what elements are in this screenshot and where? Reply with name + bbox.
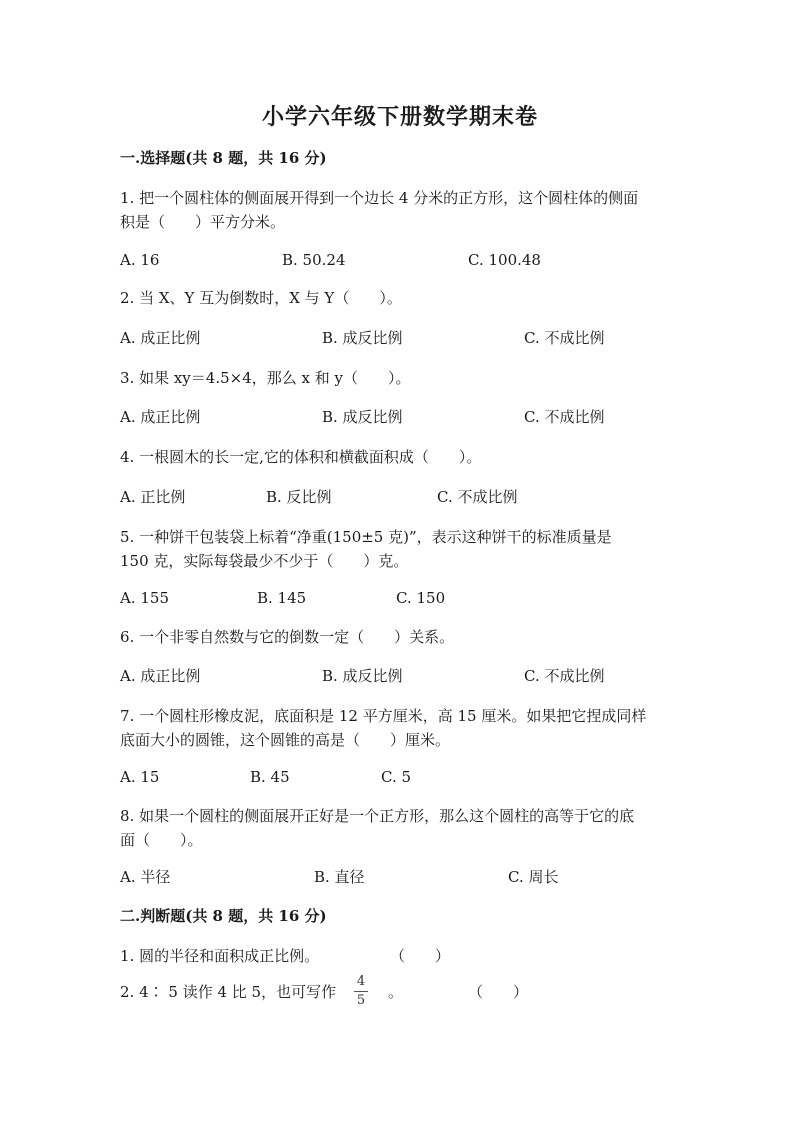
option-a: A. 半径 (120, 868, 171, 886)
fraction (354, 975, 368, 1008)
option-a: A. 155 (120, 589, 169, 607)
option-c: C. 不成比例 (524, 667, 605, 685)
section-heading-judge: 二.判断题(共 8 题，共 16 分) (120, 907, 327, 925)
option-c: C. 不成比例 (437, 488, 518, 506)
option-b: B. 反比例 (266, 488, 332, 506)
option-c: C. 不成比例 (524, 408, 605, 426)
judge-question-text: 1. 圆的半径和面积成正比例。 (120, 947, 320, 965)
section-heading-choice: 一.选择题(共 8 题，共 16 分) (120, 149, 327, 167)
question-text: 6. 一个非零自然数与它的倒数一定（ ）关系。 (120, 628, 455, 646)
option-a: A. 成正比例 (120, 667, 201, 685)
question-text: 150 克，实际每袋最少不少于（ ）克。 (120, 552, 409, 570)
answer-parentheses: （ ） (468, 983, 529, 1001)
option-c: C. 不成比例 (524, 329, 605, 347)
question-text: 积是（ ）平方分米。 (120, 213, 286, 231)
judge-question-punct: 。 (388, 983, 404, 1001)
option-a: A. 成正比例 (120, 408, 201, 426)
option-a: A. 15 (120, 768, 160, 786)
option-a: A. 16 (120, 251, 160, 269)
option-c: C. 周长 (508, 868, 559, 886)
option-b: B. 成反比例 (322, 667, 403, 685)
option-b: B. 50.24 (282, 251, 346, 269)
question-text: 5. 一种饼干包装袋上标着“净重(150±5 克)”，表示这种饼干的标准质量是 (120, 528, 612, 546)
option-b: B. 直径 (314, 868, 365, 886)
question-text: 1. 把一个圆柱体的侧面展开得到一个边长 4 分米的正方形，这个圆柱体的侧面 (120, 189, 639, 207)
question-text: 4. 一根圆木的长一定,它的体积和横截面积成（ ）。 (120, 448, 482, 466)
fraction-numerator: 4 (356, 974, 366, 989)
option-a: A. 成正比例 (120, 329, 201, 347)
question-text: 8. 如果一个圆柱的侧面展开正好是一个正方形，那么这个圆柱的高等于它的底 (120, 807, 635, 825)
option-a: A. 正比例 (120, 488, 186, 506)
judge-question-text: 2. 4∶ 5 读作 4 比 5，也可写作 (120, 983, 337, 1001)
answer-parentheses: （ ） (390, 947, 451, 965)
fraction-denominator: 5 (356, 993, 366, 1008)
question-text: 7. 一个圆柱形橡皮泥，底面积是 12 平方厘米，高 15 厘米。如果把它捏成同样 (120, 707, 647, 725)
question-text: 2. 当 X、Y 互为倒数时，X 与 Y（ ）。 (120, 289, 402, 307)
question-text: 3. 如果 xy＝4.5×4，那么 x 和 y（ ）。 (120, 369, 411, 387)
question-text: 面（ ）。 (120, 831, 203, 849)
page-title: 小学六年级下册数学期末卷 (261, 104, 538, 130)
option-c: C. 150 (396, 589, 446, 607)
option-b: B. 成反比例 (322, 329, 403, 347)
option-b: B. 45 (250, 768, 290, 786)
option-b: B. 成反比例 (322, 408, 403, 426)
fraction-bar (354, 991, 368, 992)
question-text: 底面大小的圆锥，这个圆锥的高是（ ）厘米。 (120, 731, 451, 749)
option-c: C. 100.48 (468, 251, 541, 269)
option-c: C. 5 (381, 768, 412, 786)
option-b: B. 145 (257, 589, 307, 607)
